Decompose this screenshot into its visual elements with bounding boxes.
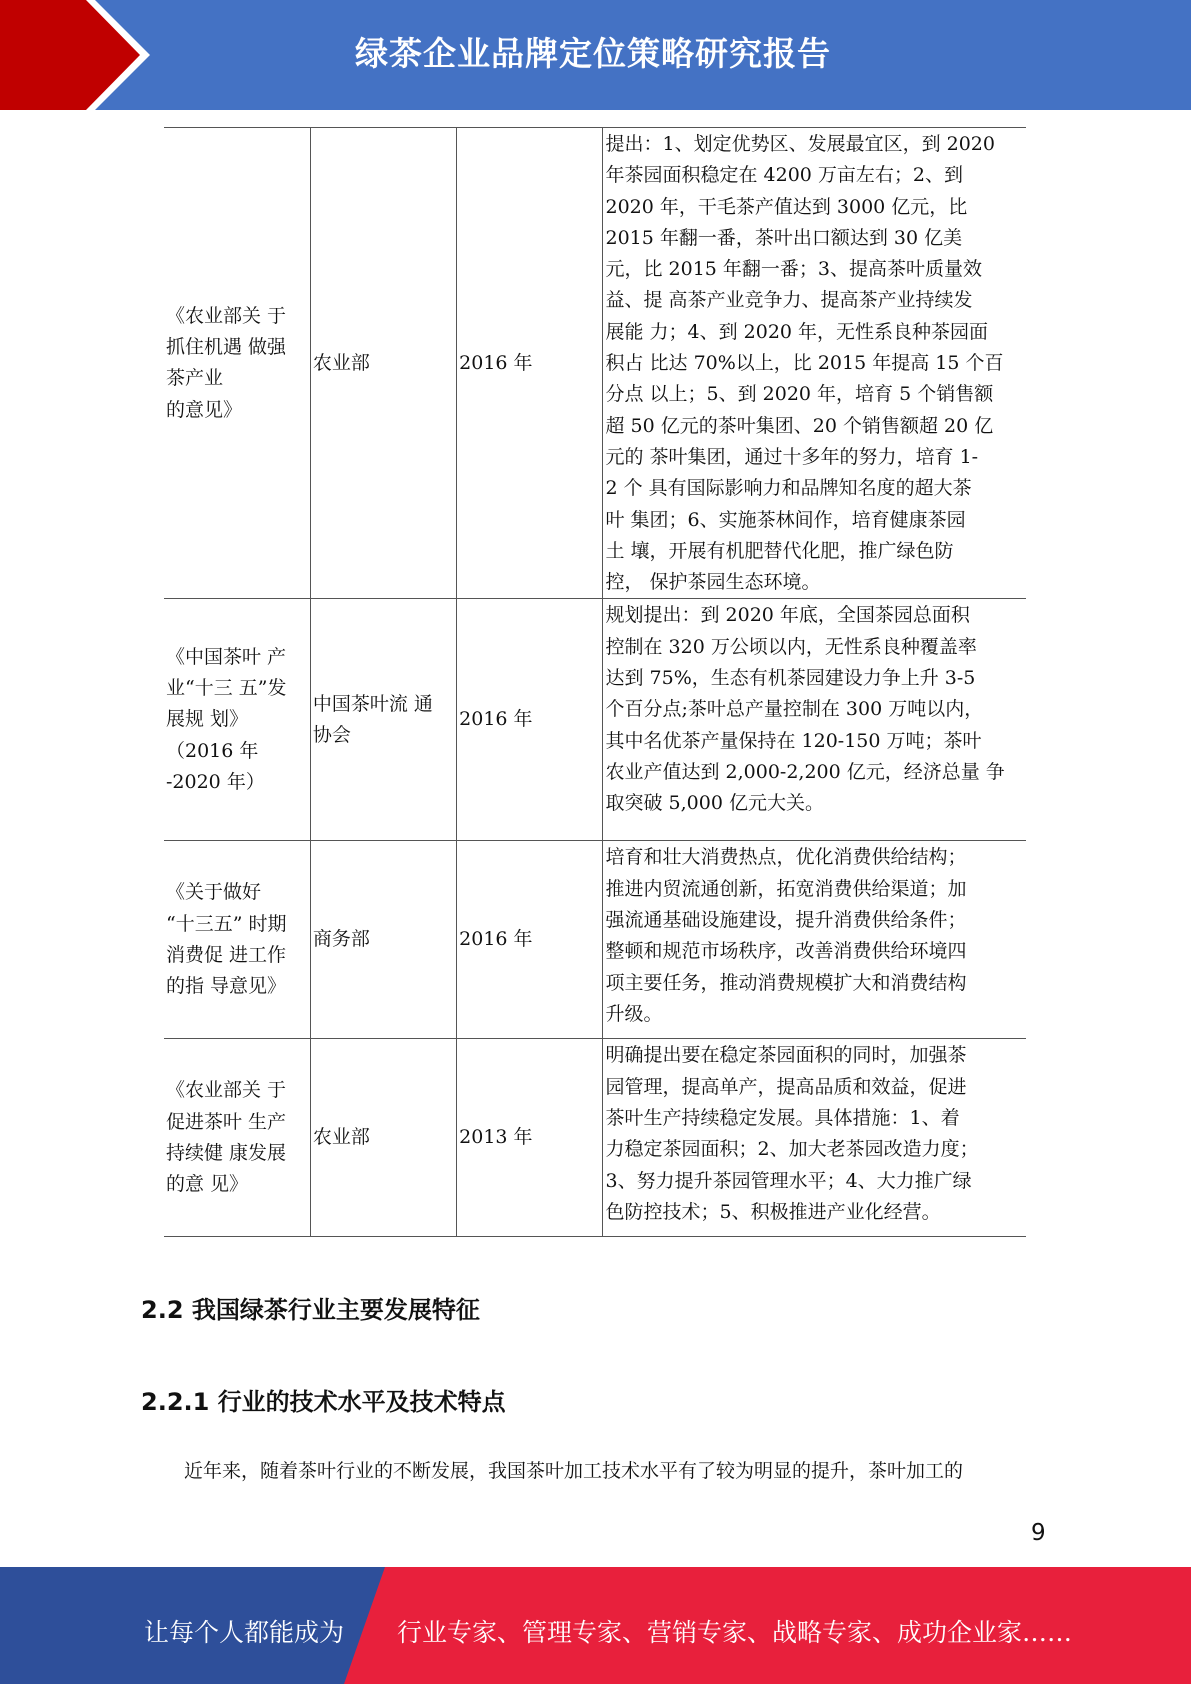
table-row	[164, 128, 1026, 599]
document-title: 绿茶企业品牌定位策略研究报告	[355, 34, 831, 73]
year-cell: 2016 年	[457, 841, 603, 1039]
subsection-heading: 2.2.1 行业的技术水平及技术特点	[141, 1388, 506, 1416]
issuer-cell: 农业部	[310, 1039, 456, 1237]
year-cell: 2016 年	[457, 599, 603, 841]
policy-name-cell: 《农业部关 于 促进茶叶 生产 持续健 康发展 的意 见》	[164, 1039, 310, 1237]
header-chevron-decoration	[0, 0, 150, 110]
content-cell: 规划提出：到 2020 年底，全国茶园总面积 控制在 320 万公顷以内，无性系良种覆盖率 达到 75%，生态有机茶园建设力争上升 3-5 个百分点;茶叶总产量控制在 300 万吨以内， 其中名优茶产量保持在 120-150 万吨；茶叶 农业产值达到 2,000-2,200 亿元，经济总量 争 取突破 5,000 亿元大关。	[603, 599, 1026, 841]
footer-slogan-lead: 让每个人都能成为	[144, 1618, 345, 1647]
year-cell: 2016 年	[457, 128, 603, 599]
footer-banner	[0, 1567, 1191, 1684]
content-cell: 明确提出要在稳定茶园面积的同时，加强茶 园管理，提高单产，提高品质和效益，促进 茶叶生产持续稳定发展。具体措施：1、着 力稳定茶园面积；2、加大老茶园改造力度； 3、努力提升茶园管理水平；4、大力推广绿 色防控技术；5、积极推进产业化经营。	[603, 1039, 1026, 1237]
section-heading: 2.2 我国绿茶行业主要发展特征	[141, 1296, 480, 1324]
policy-name-cell: 《中国茶叶 产 业“十三 五”发 展规 划》 （2016 年 -2020 年）	[164, 599, 310, 841]
table-row	[164, 599, 1026, 841]
page-header	[0, 0, 1191, 110]
issuer-cell: 商务部	[310, 841, 456, 1039]
content-cell: 培育和壮大消费热点，优化消费供给结构； 推进内贸流通创新，拓宽消费供给渠道；加 强流通基础设施建设，提升消费供给条件； 整顿和规范市场秩序，改善消费供给环境四 项主要任务，推动消费规模扩大和消费结构 升级。	[603, 841, 1026, 1039]
year-cell: 2013 年	[457, 1039, 603, 1237]
policy-name-cell: 《农业部关 于 抓住机遇 做强 茶产业 的意见》	[164, 128, 310, 599]
body-paragraph: 近年来，随着茶叶行业的不断发展，我国茶叶加工技术水平有了较为明显的提升，茶叶加工的	[184, 1460, 964, 1482]
issuer-cell: 中国茶叶流 通 协会	[310, 599, 456, 841]
footer-slogan-roles: 行业专家、管理专家、营销专家、战略专家、成功企业家……	[397, 1618, 1073, 1647]
policy-table	[164, 127, 1026, 1237]
issuer-cell: 农业部	[310, 128, 456, 599]
policy-name-cell: 《关于做好 “十三五” 时期 消费促 进工作 的指 导意见》	[164, 841, 310, 1039]
page-number: 9	[1031, 1520, 1046, 1546]
table-row	[164, 1039, 1026, 1237]
content-cell: 提出：1、划定优势区、发展最宜区，到 2020 年茶园面积稳定在 4200 万亩左右；2、到 2020 年，干毛茶产值达到 3000 亿元，比 2015 年翻一番，茶叶出口额达到 30 亿美 元，比 2015 年翻一番；3、提高茶叶质量效 益、提 高茶产业竞争力、提高茶产业持续发 展能 力；4、到 2020 年，无性系良种茶园面 积占 比达 70%以上，比 2015 年提高 15 个百 分点 以上；5、到 2020 年，培育 5 个销售额 超 50 亿元的茶叶集团、20 个销售额超 20 亿 元的 茶叶集团，通过十多年的努力，培育 1- 2 个 具有国际影响力和品牌知名度的超大茶 叶 集团；6、实施茶林间作，培育健康茶园 土 壤，开展有机肥替代化肥，推广绿色防 控， 保护茶园生态环境。	[603, 128, 1026, 599]
table-row	[164, 841, 1026, 1039]
